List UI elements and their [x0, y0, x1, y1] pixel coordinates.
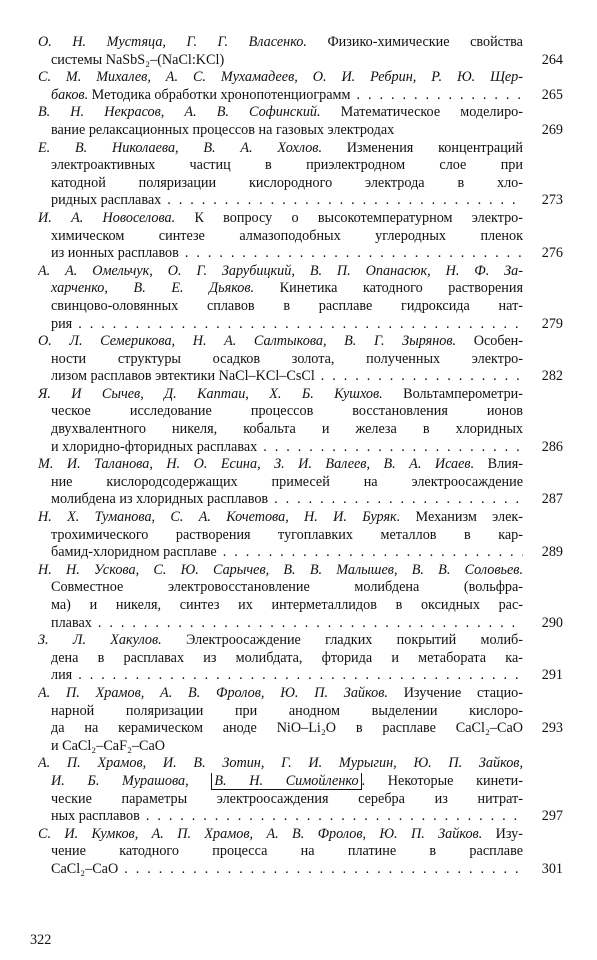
toc-entry [38, 34, 563, 69]
entry-title: из ионных расплавов [51, 245, 179, 262]
entry-line [38, 474, 523, 492]
entry-title: химическом синтезе алмазоподобных углеродных пленок [51, 227, 523, 244]
entry-line [38, 738, 523, 756]
page-ref: 282 [541, 368, 563, 385]
dot-leader [185, 245, 523, 263]
toc-entry [38, 104, 563, 139]
dot-leader [357, 87, 524, 105]
entry-title: чение катодного процесса на платине в расплаве [51, 843, 523, 860]
toc-entry [38, 562, 563, 632]
entry-title: трохимического растворения тугоплавких металлов в кар- [51, 526, 523, 543]
entry-title: Изу- [482, 825, 523, 842]
entry-line [38, 703, 523, 721]
entry-line [38, 826, 523, 844]
authors: И. Б. Мурашова, [51, 772, 212, 789]
page-ref: 297 [541, 808, 563, 825]
authors: И. А. Новоселова. [38, 209, 176, 226]
entry-title: Математическое моделиро- [320, 104, 523, 121]
entry-title: вание релаксационных процессов на газовых электродах [51, 121, 395, 138]
entry-line [38, 69, 523, 87]
entry-title: Вольтамперометри- [382, 385, 523, 402]
toc-entry [38, 263, 563, 333]
entry-title: лизом расплавов эвтектики NaCl–KCl–CsCl [51, 368, 315, 385]
authors: Я. И Сычев, Д. Каптаи, Х. Б. Кушхов. [38, 385, 383, 402]
toc-entry [38, 826, 563, 879]
entry-title: молибдена из хлоридных расплавов [51, 491, 269, 508]
authors: А. А. Омельчук, О. Г. Зарубицкий, В. П. Опанасюк, Н. Ф. За- [38, 262, 523, 279]
entry-line [38, 228, 523, 246]
entry-line [38, 509, 523, 527]
entry-title: плавах [51, 614, 92, 631]
entry-line [38, 210, 523, 228]
entry-line [38, 544, 523, 562]
entry-title: свинцово-оловянных сплавов в расплаве гидроксида нат- [51, 297, 523, 314]
entry-line [38, 632, 523, 650]
authors: Н. Н. Ускова, С. Ю. Сарычев, В. В. Малышев, В. В. Соловьев. [38, 561, 523, 578]
dot-leader [98, 615, 523, 633]
entry-title: Влия- [474, 456, 523, 473]
entry-line [38, 87, 523, 105]
entry-line [38, 351, 523, 369]
authors: С. И. Кумков, А. П. Храмов, А. В. Фролов, Ю. П. Зайков. [38, 825, 483, 842]
entry-line [38, 720, 523, 738]
entry-line [38, 421, 523, 439]
page-ref: 289 [541, 544, 563, 561]
authors: О. Л. Семерикова, Н. А. Салтыкова, В. Г. Зырянов. [38, 333, 457, 350]
toc-entry [38, 210, 563, 263]
page-ref: 287 [541, 491, 563, 508]
entry-line [38, 650, 523, 668]
authors: А. П. Храмов, И. В. Зотин, Г. И. Мурыгин, Ю. П. Зайков, [38, 755, 523, 772]
entry-line [38, 755, 523, 773]
entry-line [38, 403, 523, 421]
toc-entry [38, 509, 563, 562]
boxed-author: В. Н. Симойленко [211, 773, 361, 790]
entry-line [38, 667, 523, 685]
authors: О. Н. Мустяца, Г. Г. Власенко. [38, 34, 307, 50]
entry-line [38, 456, 523, 474]
entry-line [38, 52, 523, 70]
entry-title: дена в расплавах из молибдата, фторида и метабората ка- [51, 649, 523, 666]
toc-entry [38, 333, 563, 386]
dot-leader [78, 316, 523, 334]
page-ref: 291 [541, 667, 563, 684]
page-number: 322 [30, 932, 52, 948]
toc-entry [38, 755, 563, 825]
authors: С. М. Михалев, А. С. Мухамадеев, О. И. Ребрин, Р. Ю. Щер- [38, 69, 523, 86]
dot-leader [274, 491, 523, 509]
entry-title: CaCl₂–CaO [51, 860, 119, 877]
entry-line [38, 685, 523, 703]
toc-entry [38, 632, 563, 685]
page-ref: 273 [541, 192, 563, 209]
authors: М. И. Таланова, Н. О. Есина, З. И. Валеев, В. А. Исаев. [38, 456, 475, 473]
entry-title: да на керамическом аноде NiO–Li₂O в расплаве CaCl₂–CaO [51, 720, 523, 737]
entry-title: ние кислородсодержащих примесей на электроосаждение [51, 473, 523, 490]
entry-line [38, 562, 523, 580]
page-ref: 293 [541, 720, 563, 737]
authors: З. Л. Хакулов. [38, 632, 162, 649]
entry-title: Методика обработки хронопотенциограмм [88, 86, 351, 103]
entry-line [38, 245, 523, 263]
entry-title: ности структуры осадков золота, полученных электро- [51, 350, 523, 367]
entry-title: Изучение стацио- [387, 684, 523, 701]
dot-leader [78, 667, 523, 685]
entry-title: ческое исследование процессов восстановления ионов [51, 403, 523, 420]
page-ref: 276 [541, 245, 563, 262]
entry-title: рия [51, 315, 73, 332]
entry-title: Механизм элек- [400, 509, 523, 526]
toc-entry [38, 456, 563, 509]
entry-title: К вопросу о высокотемпературном электро- [175, 209, 523, 226]
entry-title: Изменения концентраций [322, 139, 523, 156]
entry-line [38, 861, 523, 879]
entry-line [38, 280, 523, 298]
page-ref: 290 [541, 614, 563, 631]
entry-title: лия [51, 667, 73, 684]
entry-title: Особен- [456, 333, 523, 350]
entry-line [38, 263, 523, 281]
entry-line [38, 615, 523, 633]
entry-line [38, 386, 523, 404]
page-ref: 279 [541, 315, 563, 332]
entry-title: двухвалентного никеля, кобальта и железа в хлоридных [51, 421, 523, 438]
page-ref: 286 [541, 438, 563, 455]
authors: Е. В. Николаева, В. А. Хохлов. [38, 139, 323, 156]
entry-line [38, 333, 523, 351]
entry-line [38, 104, 523, 122]
entry-line [38, 791, 523, 809]
entry-line [38, 843, 523, 861]
entry-line [38, 122, 523, 140]
table-of-contents [38, 34, 563, 879]
entry-title: Совместное электровосстановление молибдена (вольфра- [51, 579, 523, 596]
toc-entry [38, 386, 563, 456]
entry-title: и CaCl₂–CaF₂–CaO [51, 737, 166, 754]
entry-title: бамид-хлоридном расплаве [51, 544, 217, 561]
entry-line [38, 773, 523, 791]
toc-entry [38, 140, 563, 210]
entry-line [38, 597, 523, 615]
page-ref: 301 [541, 860, 563, 877]
authors: харченко, В. Е. Дьяков. [51, 280, 255, 297]
authors: А. П. Храмов, А. В. Фролов, Ю. П. Зайков. [38, 684, 388, 701]
entry-title: Физико-химические свойства [306, 34, 523, 50]
entry-line [38, 316, 523, 334]
entry-title: ридных расплавах [51, 192, 162, 209]
entry-line [38, 527, 523, 545]
entry-line [38, 175, 523, 193]
dot-leader [146, 808, 523, 826]
entry-line [38, 368, 523, 386]
entry-line [38, 298, 523, 316]
entry-line [38, 808, 523, 826]
entry-line [38, 34, 523, 52]
entry-title: ческие параметры электроосаждения серебра из нитрат- [51, 790, 523, 807]
authors: В. Н. Некрасов, А. В. Софинский. [38, 104, 321, 121]
page-ref: 265 [541, 86, 563, 103]
entry-title: электроактивных частиц в приэлектродном слое при [51, 157, 523, 174]
entry-title: ма) и никеля, синтез их интерметаллидов в оксидных рас- [51, 597, 523, 613]
dot-leader [167, 192, 523, 210]
entry-title: ных расплавов [51, 808, 140, 825]
dot-leader [124, 861, 523, 879]
entry-title: системы NaSbS₂–(NaCl:KCl) [51, 51, 225, 68]
entry-line [38, 140, 523, 158]
entry-title: Электроосаждение гладких покрытий молиб- [161, 632, 523, 649]
authors: баков. [51, 86, 89, 103]
page-ref: 264 [541, 51, 563, 68]
page-ref: 269 [541, 121, 563, 138]
entry-line [38, 439, 523, 457]
authors: Н. Х. Туманова, С. А. Кочетова, Н. И. Буряк. [38, 509, 401, 526]
toc-entry [38, 685, 563, 755]
entry-title: . Некоторые кинети- [361, 772, 523, 789]
entry-line [38, 491, 523, 509]
dot-leader [321, 368, 523, 386]
entry-title: и хлоридно-фторидных расплавах [51, 438, 258, 455]
entry-title: нарной поляризации при анодном выделении кислоро- [51, 702, 523, 719]
dot-leader [263, 439, 523, 457]
toc-entry [38, 69, 563, 104]
entry-title: Кинетика катодного растворения [254, 280, 523, 297]
entry-line [38, 192, 523, 210]
entry-title: катодной поляризации кислородного электрода в хло- [51, 174, 523, 191]
entry-line [38, 579, 523, 597]
entry-line [38, 157, 523, 175]
dot-leader [223, 544, 523, 562]
